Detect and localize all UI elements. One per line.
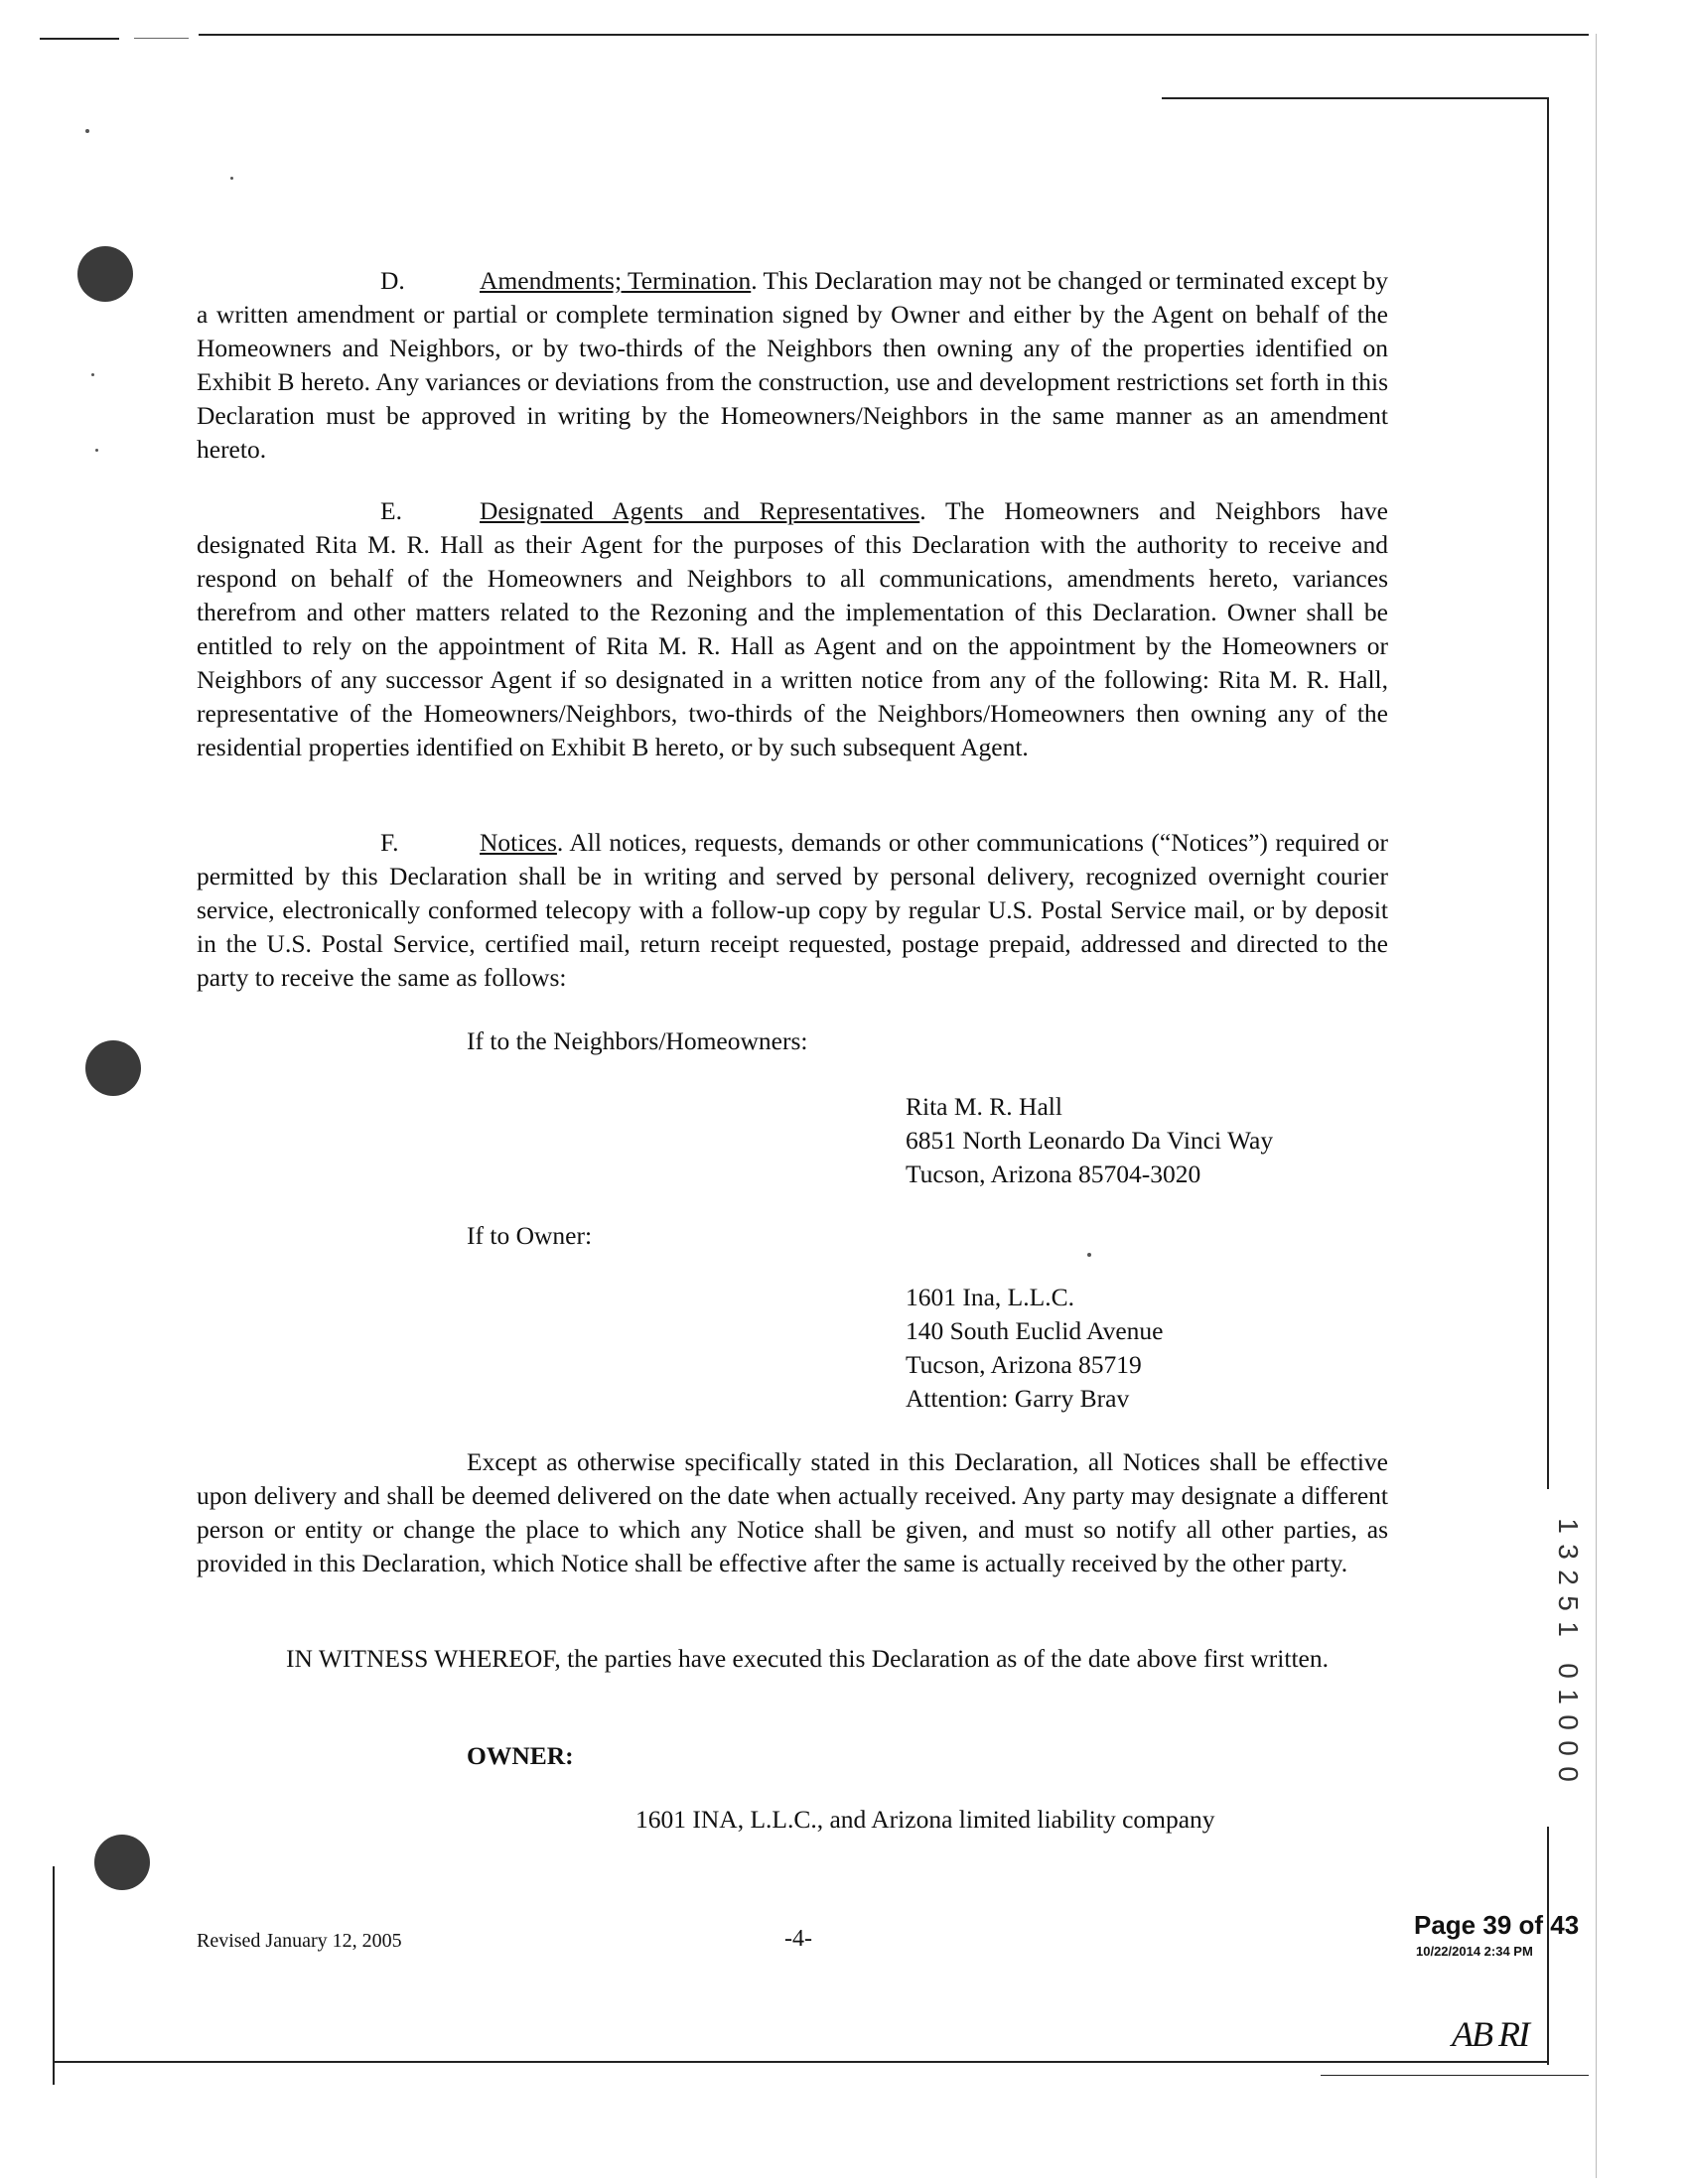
stamp-digit: 3 [1553,1544,1584,1560]
scan-speck [85,129,89,133]
punch-hole-bottom [94,1835,150,1890]
punch-hole-top [77,246,133,302]
section-e-text: . The Homeowners and Neighbors have designated Rita M. R. Hall as their Agent for the purposes of this Declaration with the authority to receive and respond on behalf of the Homeowners and Neighbors to all communications, amendments hereto, variances therefrom and other matters related to the Rezoning and the implementation of this Declaration. Owner shall be entitled to rely on the appointment of Rita M. R. Hall as Agent and on the appointment by the Homeowners or Neighbors of any successor Agent if so designated in a written notice from any of the following: Rita M. R. Hall, representative of the Homeowners/Neighbors, two-thirds of the Neighbors/Homeowners then owning any of the residential properties identified on Exhibit B hereto, or by such subsequent Agent. [197,496,1388,761]
stamp-digit: 1 [1553,1689,1584,1705]
section-f-letter: F. [380,828,399,857]
address-line: 1601 Ina, L.L.C. [906,1283,1074,1311]
section-d-heading: Amendments; Termination [480,266,752,295]
bottom-rule [55,2061,1549,2063]
effective-paragraph [197,1445,1388,1580]
witness-text: IN WITNESS WHEREOF, the parties have executed this Declaration as of the date above first written. [286,1644,1329,1673]
section-d-text: . This Declaration may not be changed or terminated except by a written amendment or partial or complete termination signed by Owner and either by the Agent on behalf of the Homeowners and Neighbors, or by two-thirds of the Neighbors then owning any of the properties identified on Exhibit B hereto. Any variances or deviations from the construction, use and development restrictions set forth in this Declaration must be approved in writing by the Homeowners/Neighbors in the same manner as an amendment hereto. [197,266,1389,464]
section-e-heading: Designated Agents and Representatives [480,496,920,525]
stamp-digit: 0 [1553,1714,1584,1730]
top-left-dash-2 [134,38,189,39]
stamp-digit: 5 [1553,1595,1584,1611]
owner-address [906,1281,1163,1416]
scan-speck [91,373,94,376]
section-d-paragraph [197,264,1388,467]
stamp-digit: 2 [1553,1570,1584,1585]
owner-entity: 1601 INA, L.L.C., and Arizona limited liability company [635,1805,1215,1834]
stamp-digit: 0 [1553,1663,1584,1679]
stamp-digit: 0 [1553,1740,1584,1756]
scan-speck [95,449,98,452]
left-border-lower [53,1866,55,2085]
revised-date: Revised January 12, 2005 [197,1930,402,1952]
address-line: 6851 North Leonardo Da Vinci Way [906,1126,1274,1155]
right-border-upper [1547,99,1549,1489]
page-of-count: Page 39 of 43 [1414,1910,1580,1940]
address-line: Attention: Garry Brav [906,1384,1130,1413]
print-timestamp: 10/22/2014 2:34 PM [1416,1944,1533,1959]
right-border-lower [1547,1827,1549,2065]
section-f-heading: Notices [480,828,557,857]
address-line: 140 South Euclid Avenue [906,1316,1164,1345]
bottom-rule-2 [1321,2075,1589,2076]
right-edge-line [1596,34,1597,2178]
effective-text: Except as otherwise specifically stated in this Declaration, all Notices shall be effective upon delivery and shall be deemed delivered on the date when actually received. Any party may designate a different person or entity or change the place to which any Notice shall be given, and must so notify all other parties, as provided in this Declaration, which Notice shall be effective after the same is actually received by the other party. [197,1447,1388,1577]
stamp-digit: 0 [1553,1766,1584,1782]
witness-paragraph [197,1642,1388,1676]
address-line: Rita M. R. Hall [906,1092,1062,1121]
punch-hole-middle [85,1040,141,1096]
owner-heading: OWNER: [467,1741,574,1770]
section-f-text: . All notices, requests, demands or other communications (“Notices”) required or permitted by this Declaration shall be in writing and served by personal delivery, recognized overnight courier service, electronically conformed telecopy with a follow-up copy by regular U.S. Postal Service mail, or by deposit in the U.S. Postal Service, certified mail, return receipt requested, postage prepaid, addressed and directed to the party to receive the same as follows: [197,828,1388,992]
address-line: Tucson, Arizona 85704-3020 [906,1160,1201,1188]
neighbors-address [906,1090,1273,1191]
section-f-paragraph [197,826,1388,995]
scan-speck [230,177,233,180]
section-e-paragraph [197,494,1388,764]
owner-notice-label: If to Owner: [467,1221,593,1250]
section-e-letter: E. [380,496,402,525]
stamp-digit: 1 [1553,1518,1584,1534]
stamp-digit: 1 [1553,1621,1584,1637]
top-edge-line [199,34,1589,36]
address-line: Tucson, Arizona 85719 [906,1350,1142,1379]
section-d-letter: D. [380,266,405,295]
page-number: -4- [784,1926,812,1952]
neighbors-label: If to the Neighbors/Homeowners: [467,1026,808,1055]
top-left-dash [40,38,119,40]
handwritten-initials: AB RI [1452,2014,1528,2054]
header-rule [1162,97,1549,99]
scan-speck [1087,1253,1091,1257]
